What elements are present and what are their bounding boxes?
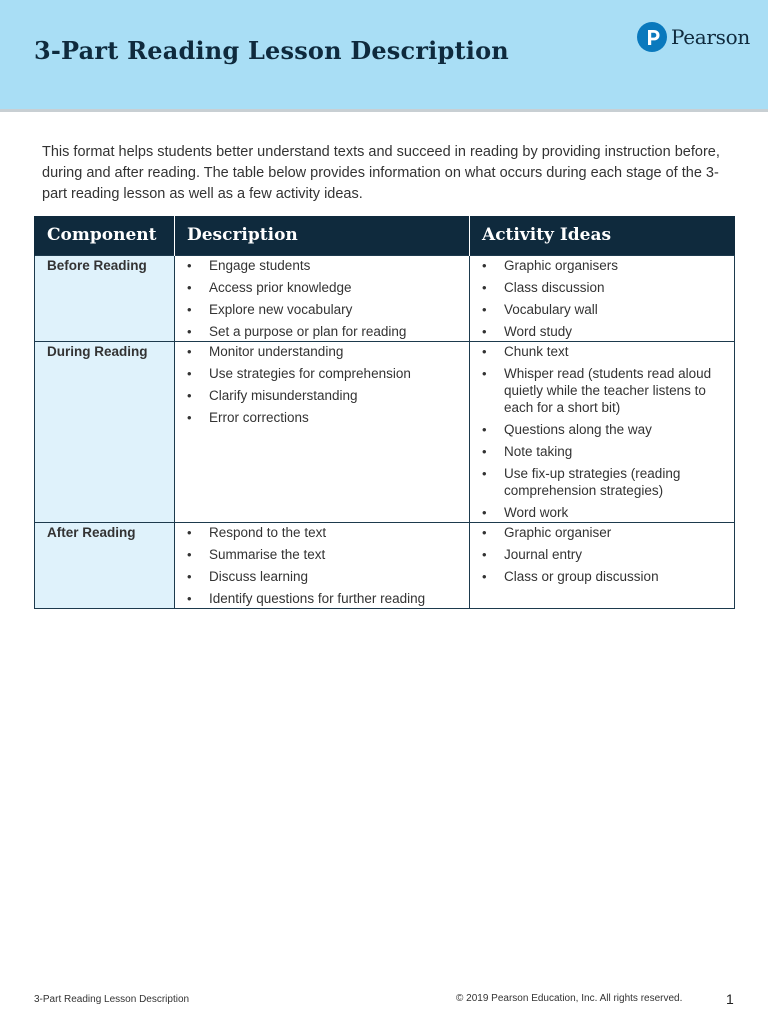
- header-component: Component: [35, 216, 175, 255]
- description-list: [187, 257, 469, 340]
- list-item: • Summarise the text: [187, 546, 469, 563]
- header-description: Description: [175, 216, 470, 255]
- list-item: • Error corrections: [187, 409, 469, 426]
- footer-copyright: © 2019 Pearson Education, Inc. All rights reserved.: [456, 993, 683, 1004]
- component-cell: Before Reading: [35, 255, 175, 341]
- footer-document-title: 3-Part Reading Lesson Description: [34, 994, 190, 1005]
- list-item: • Explore new vocabulary: [187, 301, 469, 318]
- header-activity-ideas: Activity Ideas: [470, 216, 735, 255]
- list-item: • Monitor understanding: [187, 343, 469, 360]
- list-item: • Use fix-up strategies (reading comprehension strategies): [482, 465, 734, 499]
- table-row: [35, 522, 735, 608]
- description-list: [187, 343, 469, 426]
- table-row: [35, 341, 735, 522]
- description-list: [187, 524, 469, 607]
- pearson-logo: [637, 20, 750, 54]
- list-item: • Clarify misunderstanding: [187, 387, 469, 404]
- list-item: • Set a purpose or plan for reading: [187, 323, 469, 340]
- activities-cell: [470, 341, 735, 522]
- header-divider: [0, 109, 768, 112]
- list-item: • Word study: [482, 323, 734, 340]
- description-cell: [175, 255, 470, 341]
- list-item: • Access prior knowledge: [187, 279, 469, 296]
- table-header-row: [35, 216, 735, 255]
- list-item: • Respond to the text: [187, 524, 469, 541]
- page-number: 1: [726, 991, 734, 1007]
- activities-list: [482, 524, 734, 585]
- list-item: • Chunk text: [482, 343, 734, 360]
- list-item: • Word work: [482, 504, 734, 521]
- description-cell: [175, 341, 470, 522]
- list-item: • Graphic organiser: [482, 524, 734, 541]
- activities-cell: [470, 522, 735, 608]
- list-item: • Graphic organisers: [482, 257, 734, 274]
- list-item: • Class discussion: [482, 279, 734, 296]
- page-title: 3-Part Reading Lesson Description: [34, 36, 509, 65]
- list-item: • Class or group discussion: [482, 568, 734, 585]
- list-item: • Discuss learning: [187, 568, 469, 585]
- lesson-table: [34, 216, 735, 609]
- activities-list: [482, 343, 734, 521]
- logo-wordmark: Pearson: [671, 25, 750, 49]
- list-item: • Use strategies for comprehension: [187, 365, 469, 382]
- list-item: • Whisper read (students read aloud quietly while the teacher listens to each for a short bit): [482, 365, 734, 416]
- activities-list: [482, 257, 734, 340]
- list-item: • Vocabulary wall: [482, 301, 734, 318]
- list-item: • Questions along the way: [482, 421, 734, 438]
- list-item: • Engage students: [187, 257, 469, 274]
- component-cell: During Reading: [35, 341, 175, 522]
- list-item: • Note taking: [482, 443, 734, 460]
- pearson-p-logo-icon: [637, 22, 667, 52]
- list-item: • Journal entry: [482, 546, 734, 563]
- list-item: • Identify questions for further reading: [187, 590, 469, 607]
- description-cell: [175, 522, 470, 608]
- table-row: [35, 255, 735, 341]
- intro-paragraph: This format helps students better understand texts and succeed in reading by providing instruction before, during and after reading. The table below provides information on what occurs during each stage of the 3-part reading lesson as well as a few activity ideas.: [42, 144, 720, 202]
- activities-cell: [470, 255, 735, 341]
- component-cell: After Reading: [35, 522, 175, 608]
